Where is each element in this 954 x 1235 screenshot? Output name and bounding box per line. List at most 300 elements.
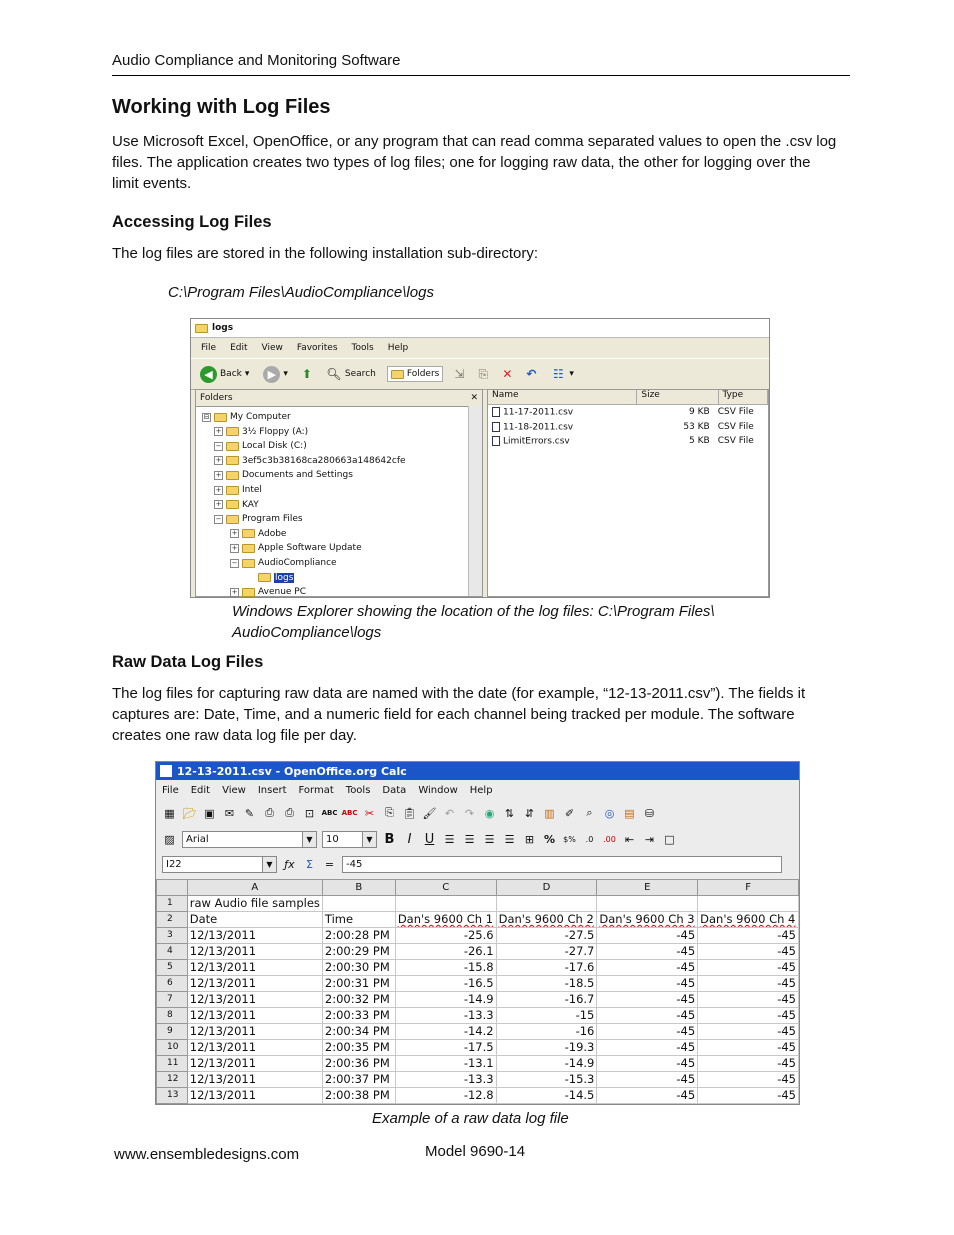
calc-screenshot	[155, 761, 800, 1105]
cell[interactable]: Dan's 9600 Ch 2	[496, 912, 597, 928]
cell[interactable]: -14.9	[496, 1056, 597, 1072]
cell[interactable]: -45	[597, 1040, 698, 1056]
folders-pane-title: Folders	[200, 393, 233, 403]
explorer-caption: Windows Explorer showing the location of the log files: C:\Program Files\ AudioCompliance\logs	[232, 603, 715, 641]
cell[interactable]: -45	[597, 992, 698, 1008]
expand-toggle-icon[interactable]: −	[215, 441, 222, 450]
calc-menu-format[interactable]: Format	[298, 784, 334, 796]
cell[interactable]: -14.9	[395, 992, 496, 1008]
move-to-icon[interactable]: ⇲	[454, 367, 465, 381]
col-type-header[interactable]: Type	[719, 390, 769, 404]
table-row	[157, 1072, 799, 1088]
paste-icon[interactable]: 📋︎	[402, 806, 417, 820]
expand-toggle-icon[interactable]: +	[215, 470, 222, 479]
menu-file[interactable]: File	[201, 343, 217, 353]
italic-icon[interactable]: I	[407, 831, 412, 847]
calc-menu-view[interactable]: View	[222, 784, 246, 796]
cell[interactable]: Date	[187, 912, 322, 928]
folder-icon	[226, 515, 239, 524]
cell[interactable]: Dan's 9600 Ch 4	[698, 912, 799, 928]
column-header[interactable]: D	[496, 880, 597, 896]
tree-item-label: Intel	[242, 485, 262, 495]
tree-item-label: Apple Software Update	[258, 543, 362, 554]
calc-caption: Example of a raw data log file	[372, 1110, 569, 1127]
column-header[interactable]: F	[698, 880, 799, 896]
new-icon[interactable]: ▦	[164, 806, 175, 820]
cell[interactable]: -45	[698, 928, 799, 944]
font-name-value: Arial	[186, 833, 209, 845]
tree-scrollbar[interactable]	[468, 406, 482, 596]
file-name: 11-17-2011.csv	[503, 407, 574, 418]
undo-icon[interactable]: ↶	[444, 806, 455, 820]
navigator-icon[interactable]: ◎	[604, 806, 615, 820]
cell[interactable]	[395, 896, 496, 912]
folder-icon	[226, 442, 239, 451]
calc-menu-insert[interactable]: Insert	[257, 784, 287, 796]
search-button[interactable]	[323, 364, 379, 384]
cell[interactable]: -16.5	[395, 976, 496, 992]
font-size-value: 10	[326, 833, 339, 845]
column-header-row	[157, 880, 799, 896]
underline-icon[interactable]: U	[424, 831, 435, 847]
file-list-pane	[487, 389, 769, 597]
cell[interactable]: -45	[698, 1040, 799, 1056]
table-row	[157, 1088, 799, 1104]
row-header[interactable]: 7	[157, 992, 188, 1008]
col-size-header[interactable]: Size	[637, 390, 718, 404]
cell[interactable]: -45	[597, 960, 698, 976]
cell[interactable]: -16	[496, 1024, 597, 1040]
cell[interactable]: 12/13/2011	[187, 1008, 322, 1024]
column-header[interactable]: C	[395, 880, 496, 896]
sum-icon[interactable]: Σ	[306, 857, 313, 871]
expand-toggle-icon[interactable]: +	[231, 529, 238, 538]
folder-icon	[242, 559, 255, 568]
add-decimal-icon[interactable]: .0	[585, 834, 594, 844]
tree-item-label: AudioCompliance	[258, 558, 337, 568]
table-row	[157, 1040, 799, 1056]
row-header[interactable]: 8	[157, 1008, 188, 1024]
tree-item[interactable]	[214, 498, 259, 512]
tree-item[interactable]	[214, 425, 308, 439]
column-header[interactable]: B	[322, 880, 395, 896]
cell[interactable]: 12/13/2011	[187, 992, 322, 1008]
cell[interactable]: -14.5	[496, 1088, 597, 1104]
tree-item-label: 3ef5c3b38168ca280663a148642cfe	[242, 455, 406, 466]
cell[interactable]: 2:00:36 PM	[322, 1056, 395, 1072]
tree-item[interactable]	[202, 410, 291, 424]
tree-item-label: logs	[275, 572, 294, 583]
folders-button[interactable]	[387, 366, 444, 382]
merge-cells-icon[interactable]: ⊞	[524, 832, 535, 846]
row-header[interactable]: 6	[157, 976, 188, 992]
back-button[interactable]	[197, 364, 252, 385]
font-size-box[interactable]	[322, 831, 377, 848]
calc-formula-bar	[156, 852, 799, 876]
file-row[interactable]	[488, 420, 768, 435]
cell[interactable]: -27.5	[496, 928, 597, 944]
menu-favorites[interactable]: Favorites	[296, 343, 338, 353]
cell[interactable]	[322, 896, 395, 912]
increase-indent-icon[interactable]: ⇥	[644, 832, 655, 846]
cell[interactable]: -45	[698, 1056, 799, 1072]
data-sources-icon[interactable]: ⛁	[644, 806, 655, 820]
up-folder-icon[interactable]: ⬆	[301, 367, 312, 381]
explorer-screenshot	[190, 318, 770, 598]
expand-toggle-icon[interactable]: +	[215, 427, 222, 436]
accessing-paragraph: The log files are stored in the following installation sub-directory:	[112, 245, 539, 262]
table-row	[157, 896, 799, 912]
row-header[interactable]: 3	[157, 928, 188, 944]
tree-item[interactable]	[230, 527, 286, 541]
align-left-icon[interactable]: ☰	[444, 832, 455, 846]
expand-toggle-icon[interactable]: +	[215, 485, 222, 494]
currency-icon[interactable]: $%	[563, 834, 576, 844]
calc-formatting-toolbar	[156, 826, 799, 852]
header-rule	[112, 75, 850, 76]
cell[interactable]: -45	[698, 960, 799, 976]
table-row	[157, 944, 799, 960]
calc-menubar	[156, 780, 799, 800]
tree-item[interactable]	[214, 512, 303, 526]
cell[interactable]: -15.3	[496, 1072, 597, 1088]
folder-icon	[226, 471, 239, 480]
forward-arrow-icon: ▶	[263, 366, 280, 383]
expand-toggle-icon[interactable]: −	[231, 558, 238, 567]
file-size: 5 KB	[689, 436, 710, 447]
cell[interactable]: 2:00:38 PM	[322, 1088, 395, 1104]
tree-item[interactable]	[246, 571, 294, 585]
tree-item[interactable]	[214, 468, 353, 482]
delete-icon[interactable]: ✕	[502, 367, 513, 381]
cell[interactable]: 12/13/2011	[187, 976, 322, 992]
save-icon[interactable]: ▣	[204, 806, 215, 820]
file-size: 53 KB	[683, 421, 710, 432]
folders-icon	[391, 370, 404, 379]
row-header[interactable]: 10	[157, 1040, 188, 1056]
calc-menu-window[interactable]: Window	[418, 784, 458, 796]
cell[interactable]: -17.5	[395, 1040, 496, 1056]
calc-titlebar	[156, 762, 799, 780]
cell[interactable]: -26.1	[395, 944, 496, 960]
cell[interactable]: -12.8	[395, 1088, 496, 1104]
cell[interactable]: -45	[698, 1072, 799, 1088]
explorer-titlebar	[191, 319, 769, 338]
tree-item[interactable]	[230, 585, 306, 598]
cell[interactable]	[496, 896, 597, 912]
tree-item-label: Program Files	[242, 514, 303, 525]
cell[interactable]: -45	[698, 1024, 799, 1040]
cell[interactable]: 12/13/2011	[187, 928, 322, 944]
expand-toggle-icon[interactable]: ⊟	[203, 412, 210, 421]
tree-item-label: Adobe	[258, 528, 287, 539]
cell[interactable]: -25.6	[395, 928, 496, 944]
cell[interactable]: -45	[698, 1088, 799, 1104]
formula-value: -45	[346, 858, 363, 870]
footer-website: www.ensembledesigns.com	[114, 1146, 300, 1163]
expand-toggle-icon[interactable]: +	[215, 500, 222, 509]
cell[interactable]: 12/13/2011	[187, 1088, 322, 1104]
file-type: CSV File	[717, 407, 754, 418]
chevron-down-icon: ▾	[283, 369, 288, 379]
cut-icon[interactable]: ✂	[364, 806, 375, 820]
tree-item-label: My Computer	[230, 412, 291, 422]
spellcheck-icon[interactable]: ABC	[321, 809, 338, 817]
cell[interactable]: 2:00:33 PM	[322, 1008, 395, 1024]
file-name: 11-18-2011.csv	[503, 422, 574, 432]
row-header[interactable]: 4	[157, 944, 188, 960]
cell[interactable]	[597, 896, 698, 912]
cell[interactable]: -45	[597, 1024, 698, 1040]
cell[interactable]: 12/13/2011	[187, 1072, 322, 1088]
expand-toggle-icon[interactable]: +	[231, 543, 238, 552]
cell[interactable]: -14.2	[395, 1024, 496, 1040]
delete-decimal-icon[interactable]: .00	[603, 834, 616, 844]
chevron-down-icon[interactable]: ▼	[302, 832, 316, 847]
table-row	[157, 976, 799, 992]
close-icon[interactable]: ✕	[470, 393, 478, 403]
table-row	[157, 1056, 799, 1072]
search-icon: 🔍︎	[326, 367, 342, 381]
column-header[interactable]: E	[597, 880, 698, 896]
cell[interactable]: -45	[597, 944, 698, 960]
tree-item-label: 3½ Floppy (A:)	[242, 426, 309, 437]
calc-menu-tools[interactable]: Tools	[345, 784, 371, 796]
tree-item[interactable]	[230, 556, 337, 570]
row-header[interactable]: 5	[157, 960, 188, 976]
percent-icon[interactable]: %	[543, 832, 556, 846]
cell[interactable]: 2:00:28 PM	[322, 928, 395, 944]
folder-icon	[214, 413, 227, 422]
cell[interactable]: -16.7	[496, 992, 597, 1008]
footer-model: Model 9690-14	[425, 1143, 526, 1160]
menu-edit[interactable]: Edit	[230, 343, 248, 353]
cell[interactable]: 2:00:31 PM	[322, 976, 395, 992]
folder-icon	[226, 427, 239, 436]
cell[interactable]: -45	[597, 1072, 698, 1088]
running-header: Audio Compliance and Monitoring Software	[112, 52, 401, 69]
font-name-box[interactable]	[182, 831, 317, 848]
cell[interactable]: -13.1	[395, 1056, 496, 1072]
cell[interactable]: 2:00:32 PM	[322, 992, 395, 1008]
calc-menu-file[interactable]: File	[162, 784, 179, 796]
cell[interactable]: 12/13/2011	[187, 1024, 322, 1040]
file-row[interactable]	[488, 434, 768, 449]
cell[interactable]: -45	[597, 1088, 698, 1104]
folder-icon	[242, 529, 255, 538]
name-box[interactable]	[162, 856, 277, 873]
views-button[interactable]	[547, 364, 577, 384]
spreadsheet-grid	[156, 879, 799, 1104]
folder-icon	[195, 324, 208, 333]
cell[interactable]: -15.8	[395, 960, 496, 976]
undo-icon[interactable]: ↶	[526, 367, 537, 381]
edit-file-icon[interactable]: ✎	[244, 806, 255, 820]
cell[interactable]	[698, 896, 799, 912]
align-right-icon[interactable]: ☰	[484, 832, 495, 846]
open-icon[interactable]: 📂︎	[182, 806, 197, 820]
justify-icon[interactable]: ☰	[504, 832, 515, 846]
page-preview-icon[interactable]: ⊡	[304, 806, 315, 820]
cell[interactable]: 2:00:30 PM	[322, 960, 395, 976]
tree-item-label: KAY	[242, 499, 259, 510]
formula-input[interactable]	[342, 856, 782, 873]
cell[interactable]: -27.7	[496, 944, 597, 960]
calc-menu-edit[interactable]: Edit	[190, 784, 211, 796]
folder-icon	[226, 500, 239, 509]
file-size: 9 KB	[689, 407, 710, 418]
explorer-title: logs	[212, 323, 234, 333]
file-row[interactable]	[488, 405, 768, 420]
cell[interactable]: -45	[698, 944, 799, 960]
cell[interactable]: -15	[496, 1008, 597, 1024]
folder-icon	[226, 456, 239, 465]
cell[interactable]: 12/13/2011	[187, 960, 322, 976]
folders-label: Folders	[406, 369, 440, 379]
decrease-indent-icon[interactable]: ⇤	[624, 832, 635, 846]
chart-icon[interactable]: ▥	[544, 806, 555, 820]
cell[interactable]: -45	[597, 1008, 698, 1024]
tree-item-label: Avenue PC	[258, 587, 307, 598]
chevron-down-icon: ▾	[569, 369, 574, 379]
sort-ascending-icon[interactable]: ⇅	[504, 806, 515, 820]
row-header[interactable]: 11	[157, 1056, 188, 1072]
row-header[interactable]: 2	[157, 912, 188, 928]
expand-toggle-icon[interactable]: −	[215, 514, 222, 523]
folder-icon	[226, 486, 239, 495]
chevron-down-icon[interactable]: ▼	[262, 857, 276, 872]
tree-item-label: Local Disk (C:)	[242, 441, 307, 452]
copy-to-icon[interactable]: ⎘	[478, 366, 489, 381]
redo-icon[interactable]: ↷	[464, 806, 475, 820]
function-wizard-icon[interactable]: ƒx	[284, 857, 295, 871]
select-all-corner[interactable]	[157, 880, 188, 896]
chevron-down-icon[interactable]: ▼	[362, 832, 376, 847]
cell[interactable]: 12/13/2011	[187, 944, 322, 960]
styles-icon[interactable]: ▨	[164, 832, 175, 846]
bold-icon[interactable]: B	[384, 831, 395, 847]
cell[interactable]: raw Audio file samples	[187, 896, 322, 912]
table-row	[157, 928, 799, 944]
clone-format-icon[interactable]: 🖌︎	[422, 806, 437, 820]
cell[interactable]: -17.6	[496, 960, 597, 976]
cell[interactable]: 2:00:35 PM	[322, 1040, 395, 1056]
cell[interactable]: 2:00:34 PM	[322, 1024, 395, 1040]
cell[interactable]: -45	[698, 992, 799, 1008]
gallery-icon[interactable]: ▤	[624, 806, 635, 820]
back-arrow-icon: ◀	[200, 366, 217, 383]
csv-file-icon	[492, 422, 500, 432]
tree-item[interactable]	[214, 483, 262, 497]
cell[interactable]: -45	[698, 1008, 799, 1024]
tree-item[interactable]	[214, 439, 307, 453]
raw-heading: Raw Data Log Files	[112, 653, 264, 671]
table-row	[157, 960, 799, 976]
row-header[interactable]: 1	[157, 896, 188, 912]
calc-standard-toolbar	[156, 800, 799, 826]
menu-view[interactable]: View	[261, 343, 283, 353]
cell[interactable]: Time	[322, 912, 395, 928]
align-center-icon[interactable]: ☰	[464, 832, 475, 846]
row-header[interactable]: 9	[157, 1024, 188, 1040]
column-header[interactable]: A	[187, 880, 322, 896]
export-pdf-icon[interactable]: ⎙	[265, 806, 274, 819]
cell[interactable]: Dan's 9600 Ch 1	[395, 912, 496, 928]
sort-descending-icon[interactable]: ⇵	[524, 806, 535, 820]
copy-icon[interactable]: ⎘	[385, 806, 394, 819]
tree-item[interactable]	[230, 541, 362, 555]
cell[interactable]: Dan's 9600 Ch 3	[597, 912, 698, 928]
cell[interactable]: -45	[698, 976, 799, 992]
cell[interactable]: -18.5	[496, 976, 597, 992]
forward-button[interactable]	[260, 364, 291, 385]
cell[interactable]: -45	[597, 928, 698, 944]
folder-icon	[242, 544, 255, 553]
csv-file-icon	[492, 436, 500, 446]
cell[interactable]: -45	[597, 976, 698, 992]
section-title: Working with Log Files	[112, 96, 331, 118]
calc-menu-data[interactable]: Data	[382, 784, 407, 796]
email-icon[interactable]: ✉	[224, 806, 235, 820]
calc-doc-icon	[160, 765, 172, 777]
folder-icon	[258, 573, 271, 582]
expand-toggle-icon[interactable]: +	[215, 456, 222, 465]
install-path: C:\Program Files\AudioCompliance\logs	[168, 284, 434, 301]
cell[interactable]: 12/13/2011	[187, 1056, 322, 1072]
folder-icon	[242, 588, 255, 597]
hyperlink-icon[interactable]: ◉	[484, 806, 495, 820]
file-name: LimitErrors.csv	[503, 436, 570, 447]
cell[interactable]: -13.3	[395, 1072, 496, 1088]
chevron-down-icon: ▾	[244, 369, 250, 379]
file-type: CSV File	[717, 421, 754, 432]
calc-title: 12-13-2011.csv - OpenOffice.org Calc	[177, 764, 407, 778]
file-list	[488, 405, 768, 449]
cell[interactable]: -45	[597, 1056, 698, 1072]
menu-help[interactable]: Help	[387, 343, 409, 353]
expand-toggle-icon[interactable]: +	[231, 587, 238, 596]
back-label: Back	[220, 369, 242, 379]
show-draw-functions-icon[interactable]: ✐	[564, 806, 575, 820]
find-icon[interactable]: ⌕	[586, 806, 593, 819]
row-header[interactable]: 13	[157, 1088, 188, 1104]
cell[interactable]: 12/13/2011	[187, 1040, 322, 1056]
cell[interactable]: 2:00:29 PM	[322, 944, 395, 960]
cell[interactable]: -13.3	[395, 1008, 496, 1024]
explorer-toolbar	[191, 359, 769, 390]
tree-item[interactable]	[214, 454, 406, 468]
calc-menu-help[interactable]: Help	[469, 784, 493, 796]
print-icon[interactable]: ⎙	[285, 806, 294, 819]
formula-icon[interactable]: =	[324, 857, 335, 871]
views-icon: ☷	[552, 367, 564, 381]
autospell-icon[interactable]: ABC	[341, 809, 358, 817]
explorer-menubar	[191, 338, 769, 359]
cell[interactable]: 2:00:37 PM	[322, 1072, 395, 1088]
menu-tools[interactable]: Tools	[351, 343, 374, 353]
table-row	[157, 1008, 799, 1024]
row-header[interactable]: 12	[157, 1072, 188, 1088]
search-label: Search	[344, 369, 376, 379]
col-name-header[interactable]: Name	[488, 390, 637, 404]
file-type: CSV File	[717, 436, 754, 447]
intro-paragraph: Use Microsoft Excel, OpenOffice, or any program that can read comma separated values to open the .csv log files. The application creates two types of log files; one for logging raw data, the other for logging over the limit events.	[112, 133, 837, 192]
file-name-cell	[488, 436, 634, 447]
borders-icon[interactable]: □	[664, 832, 675, 846]
folders-pane	[195, 389, 483, 597]
cell[interactable]: -19.3	[496, 1040, 597, 1056]
file-name-cell	[488, 407, 634, 418]
